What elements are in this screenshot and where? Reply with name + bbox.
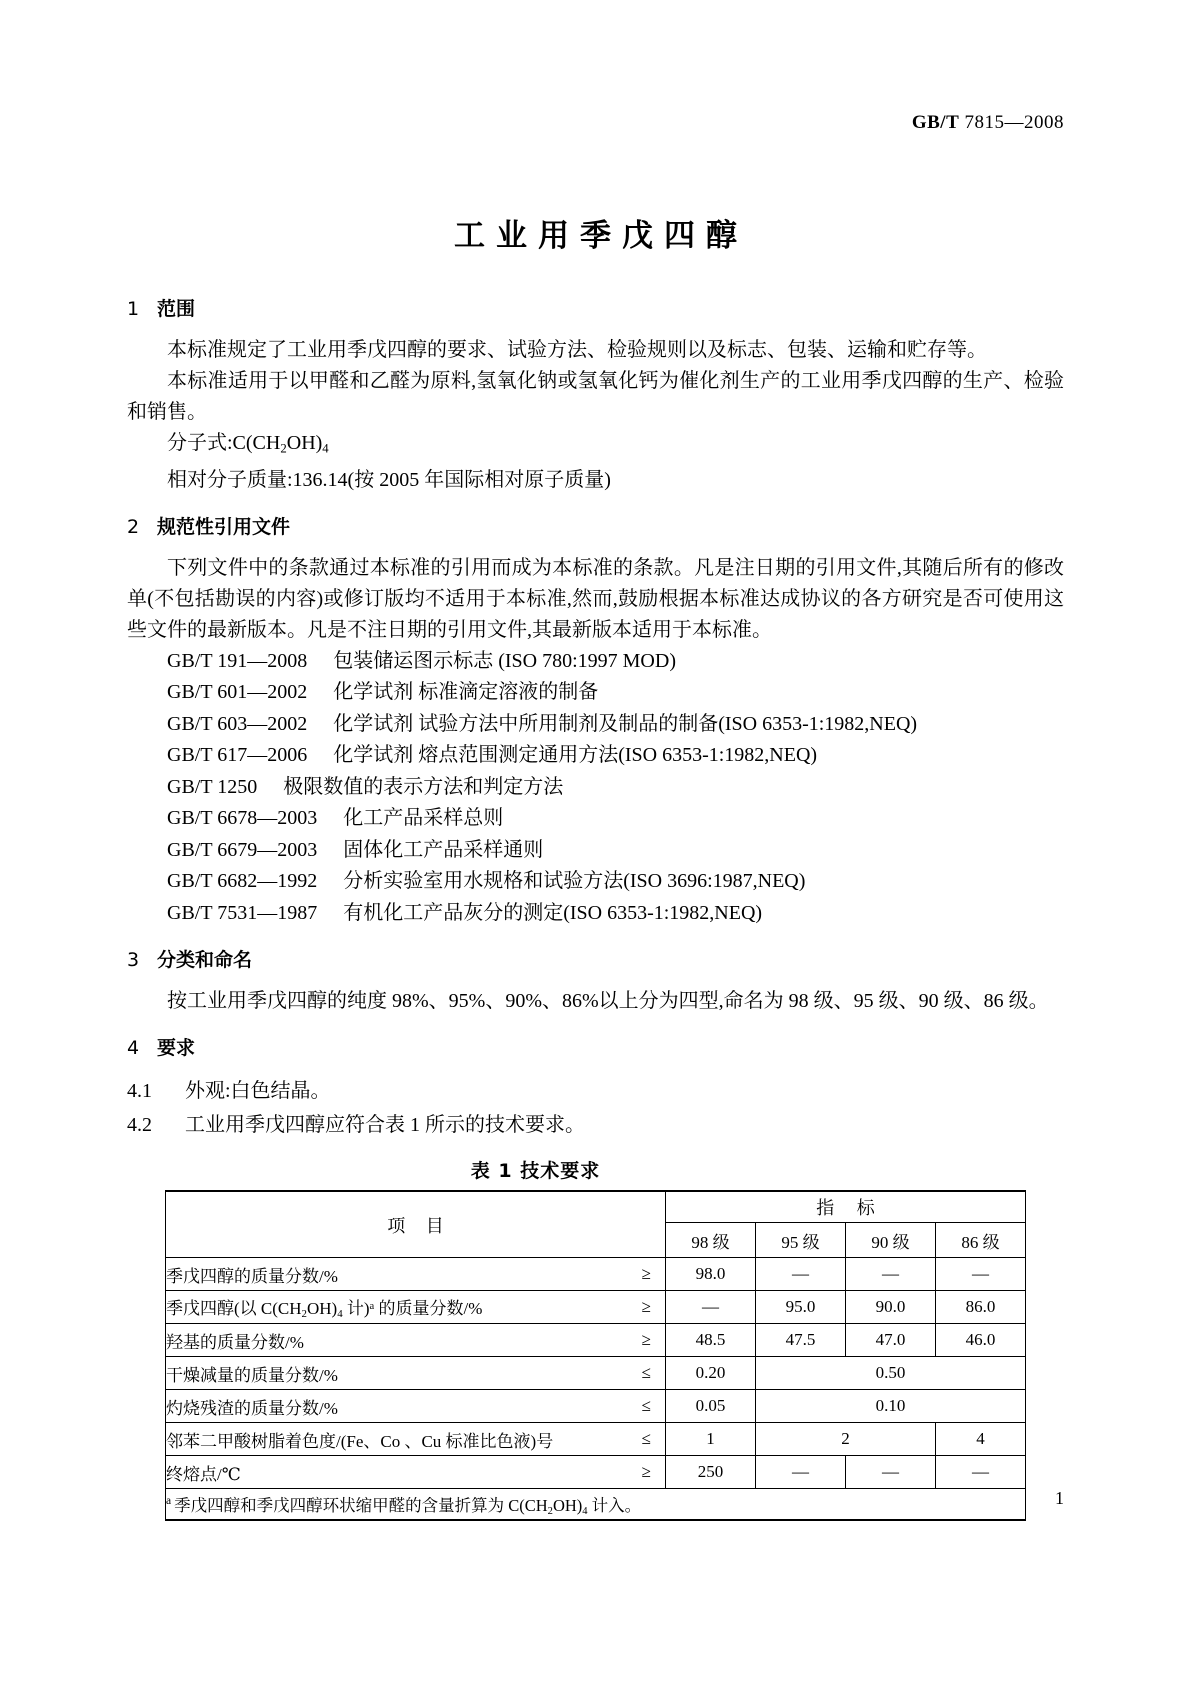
row-value: 1 xyxy=(666,1423,756,1456)
relative-molecular-mass-line: 相对分子质量:136.14(按 2005 年国际相对原子质量) xyxy=(167,468,611,491)
row-value: — xyxy=(756,1456,846,1489)
section-1-heading xyxy=(127,300,1064,319)
row-label-text: 季戊四醇的质量分数/% xyxy=(166,1266,338,1286)
table-footnote xyxy=(166,1489,1026,1521)
reference-item xyxy=(127,772,1064,804)
reference-item xyxy=(127,835,1064,867)
section-2-paragraph-1: 下列文件中的条款通过本标准的引用而成为本标准的条款。凡是注日期的引用文件,其随后所有的修改单(不包括勘误的内容)或修订版均不适用于本标准,然而,鼓励根据本标准达成协议的各方研究是否可使用这些文件的最新版本。凡是不注日期的引用文件,其最新版本适用于本标准。 xyxy=(127,556,1064,641)
row-value: 86.0 xyxy=(936,1291,1026,1324)
row-label-text: 羟基的质量分数/% xyxy=(166,1332,304,1352)
row-value: 0.05 xyxy=(666,1390,756,1423)
clause-4-2 xyxy=(127,1108,1064,1142)
row-value: 46.0 xyxy=(936,1324,1026,1357)
section-1-title: 范围 xyxy=(157,298,196,320)
footnote-sub-2: 4 xyxy=(582,1505,588,1517)
section-2-heading xyxy=(127,515,1064,538)
table-header-indicator: 指 标 xyxy=(666,1191,1026,1223)
reference-title: 化学试剂 标准滴定溶液的制备 xyxy=(333,681,599,704)
row-sign: ≤ xyxy=(641,1429,651,1449)
reference-item xyxy=(127,898,1064,930)
section-3-heading-wrap xyxy=(127,951,1064,970)
reference-item xyxy=(127,646,1064,678)
footnote-post: 计入。 xyxy=(587,1495,642,1515)
row-label xyxy=(166,1357,666,1390)
table-caption: 表 1 技术要求 xyxy=(470,1160,601,1183)
table-row xyxy=(166,1456,1026,1489)
reference-code: GB/T 6682—1992 xyxy=(167,870,318,893)
row-value: — xyxy=(846,1258,936,1291)
table-header-grade-95: 95 级 xyxy=(756,1223,846,1258)
table-row xyxy=(166,1291,1026,1324)
section-4-title: 要求 xyxy=(157,1037,196,1060)
section-1-number: 1 xyxy=(127,298,140,320)
section-3-title: 分类和命名 xyxy=(157,949,253,972)
row-value-merged: 0.10 xyxy=(756,1390,1026,1423)
table-row xyxy=(166,1324,1026,1357)
page-title: 工业用季戊四醇 xyxy=(454,218,748,254)
row-label-pre: 季戊四醇(以 C(CH xyxy=(166,1299,302,1319)
table-header-row-1 xyxy=(166,1191,1026,1223)
footnote-mark: a xyxy=(166,1495,172,1508)
row-label xyxy=(166,1456,666,1489)
reference-title: 化学试剂 熔点范围测定通用方法(ISO 6353-1:1982,NEQ) xyxy=(333,744,818,767)
row-label-text: 灼烧残渣的质量分数/% xyxy=(166,1398,338,1418)
reference-title: 化学试剂 试验方法中所用制剂及制品的制备(ISO 6353-1:1982,NEQ) xyxy=(333,712,918,735)
table-row xyxy=(166,1423,1026,1456)
table-row xyxy=(166,1357,1026,1390)
section-1-paragraph-1: 本标准规定了工业用季戊四醇的要求、试验方法、检验规则以及标志、包装、运输和贮存等。 xyxy=(167,339,987,361)
row-sign: ≥ xyxy=(641,1330,651,1350)
row-value: 0.20 xyxy=(666,1357,756,1390)
reference-code: GB/T 6679—2003 xyxy=(167,838,318,861)
table-row xyxy=(166,1390,1026,1423)
normative-reference-list xyxy=(127,646,1064,930)
row-sign: ≥ xyxy=(641,1264,651,1284)
reference-item xyxy=(127,740,1064,772)
reference-title: 极限数值的表示方法和判定方法 xyxy=(283,775,564,798)
row-label xyxy=(166,1423,666,1456)
row-label xyxy=(166,1258,666,1291)
clause-4-2-number: 4.2 xyxy=(127,1114,152,1137)
clause-4-1-number: 4.1 xyxy=(127,1080,152,1103)
clause-4-1 xyxy=(127,1074,1064,1108)
row-label-text: 终熔点/℃ xyxy=(166,1464,241,1484)
section-3-heading xyxy=(127,951,1064,970)
table-row xyxy=(166,1258,1026,1291)
reference-code: GB/T 601—2002 xyxy=(167,681,308,704)
row-label-tail: 的质量分数/% xyxy=(374,1299,483,1319)
reference-item xyxy=(127,709,1064,741)
section-2-number: 2 xyxy=(127,515,140,538)
page-number: 1 xyxy=(1055,1488,1064,1508)
row-label xyxy=(166,1324,666,1357)
standard-number: 7815—2008 xyxy=(964,112,1064,133)
row-value: — xyxy=(846,1456,936,1489)
row-value: 47.5 xyxy=(756,1324,846,1357)
reference-title: 化工产品采样总则 xyxy=(343,807,504,830)
running-header xyxy=(912,112,1064,134)
standard-prefix: GB/T xyxy=(911,112,960,133)
section-3-number: 3 xyxy=(127,949,140,972)
section-3-paragraph-1: 按工业用季戊四醇的纯度 98%、95%、90%、86%以上分为四型,命名为 98 级、95 级、90 级、86 级。 xyxy=(167,990,1049,1013)
row-label-sub-1: 2 xyxy=(301,1308,307,1321)
document-body xyxy=(127,300,1064,1521)
reference-code: GB/T 7531—1987 xyxy=(167,901,318,924)
reference-title: 分析实验室用水规格和试验方法(ISO 3696:1987,NEQ) xyxy=(343,870,806,893)
reference-item xyxy=(127,803,1064,835)
row-value: — xyxy=(666,1291,756,1324)
molecular-formula-sub-2: 4 xyxy=(322,441,329,456)
reference-code: GB/T 603—2002 xyxy=(167,712,308,735)
reference-title: 固体化工产品采样通则 xyxy=(343,838,544,861)
table-footnote-row xyxy=(166,1489,1026,1521)
row-sign: ≤ xyxy=(641,1363,651,1383)
row-value: 4 xyxy=(936,1423,1026,1456)
row-label-text: 干燥减量的质量分数/% xyxy=(166,1365,338,1385)
molecular-formula-sub-1: 2 xyxy=(280,441,287,456)
molecular-formula-line xyxy=(127,428,1064,465)
row-value: — xyxy=(936,1456,1026,1489)
molecular-formula-label: 分子式:C(CH xyxy=(167,432,281,454)
section-2-heading-wrap xyxy=(127,515,1064,538)
footnote-pre: 季戊四醇和季戊四醇环状缩甲醛的含量折算为 C(CH xyxy=(174,1495,548,1515)
row-sign: ≤ xyxy=(641,1396,651,1416)
reference-code: GB/T 617—2006 xyxy=(167,744,308,767)
row-value: 250 xyxy=(666,1456,756,1489)
row-sign: ≥ xyxy=(641,1462,651,1482)
row-label-mid: OH) xyxy=(306,1299,338,1319)
row-label-text: 邻苯二甲酸树脂着色度/(Fe、Co 、Cu 标准比色液)号 xyxy=(166,1431,554,1451)
row-value: 95.0 xyxy=(756,1291,846,1324)
row-value: 98.0 xyxy=(666,1258,756,1291)
section-1-paragraph-2: 本标准适用于以甲醛和乙醛为原料,氢氧化钠或氢氧化钙为催化剂生产的工业用季戊四醇的生产、检验和销售。 xyxy=(127,370,1064,423)
section-4-heading xyxy=(127,1039,1064,1058)
row-value: — xyxy=(756,1258,846,1291)
reference-code: GB/T 6678—2003 xyxy=(167,807,318,830)
row-value-merged: 2 xyxy=(756,1423,936,1456)
section-4-heading-wrap xyxy=(127,1039,1064,1058)
reference-item xyxy=(127,866,1064,898)
row-value: 90.0 xyxy=(846,1291,936,1324)
reference-code: GB/T 191—2008 xyxy=(167,649,308,672)
section-4-number: 4 xyxy=(127,1037,140,1060)
section-1-heading-wrap xyxy=(127,300,1064,319)
reference-code: GB/T 1250 xyxy=(167,775,258,798)
clause-4-1-text: 外观:白色结晶。 xyxy=(185,1080,331,1103)
molecular-formula-mid: OH) xyxy=(286,432,323,454)
table-header-item: 项 目 xyxy=(166,1191,666,1258)
row-value: — xyxy=(936,1258,1026,1291)
footnote-mid: OH) xyxy=(552,1495,583,1515)
reference-title: 包装储运图示标志 (ISO 780:1997 MOD) xyxy=(333,649,676,672)
row-label-footnote-mark: a xyxy=(369,1301,375,1313)
row-sign: ≥ xyxy=(641,1297,651,1317)
table-header-grade-90: 90 级 xyxy=(846,1223,936,1258)
clause-4-2-text: 工业用季戊四醇应符合表 1 所示的技术要求。 xyxy=(185,1114,585,1137)
reference-item xyxy=(127,677,1064,709)
row-label-post: 计) xyxy=(342,1299,370,1319)
row-label xyxy=(166,1291,666,1324)
technical-requirements-table xyxy=(165,1190,1026,1521)
footnote-sub-1: 2 xyxy=(547,1505,553,1517)
row-value: 48.5 xyxy=(666,1324,756,1357)
row-value-merged: 0.50 xyxy=(756,1357,1026,1390)
row-value: 47.0 xyxy=(846,1324,936,1357)
row-label-sub-2: 4 xyxy=(337,1308,343,1321)
table-header-grade-86: 86 级 xyxy=(936,1223,1026,1258)
row-label xyxy=(166,1390,666,1423)
section-2-title: 规范性引用文件 xyxy=(157,515,291,538)
reference-title: 有机化工产品灰分的测定(ISO 6353-1:1982,NEQ) xyxy=(343,901,763,924)
table-header-grade-98: 98 级 xyxy=(666,1223,756,1258)
